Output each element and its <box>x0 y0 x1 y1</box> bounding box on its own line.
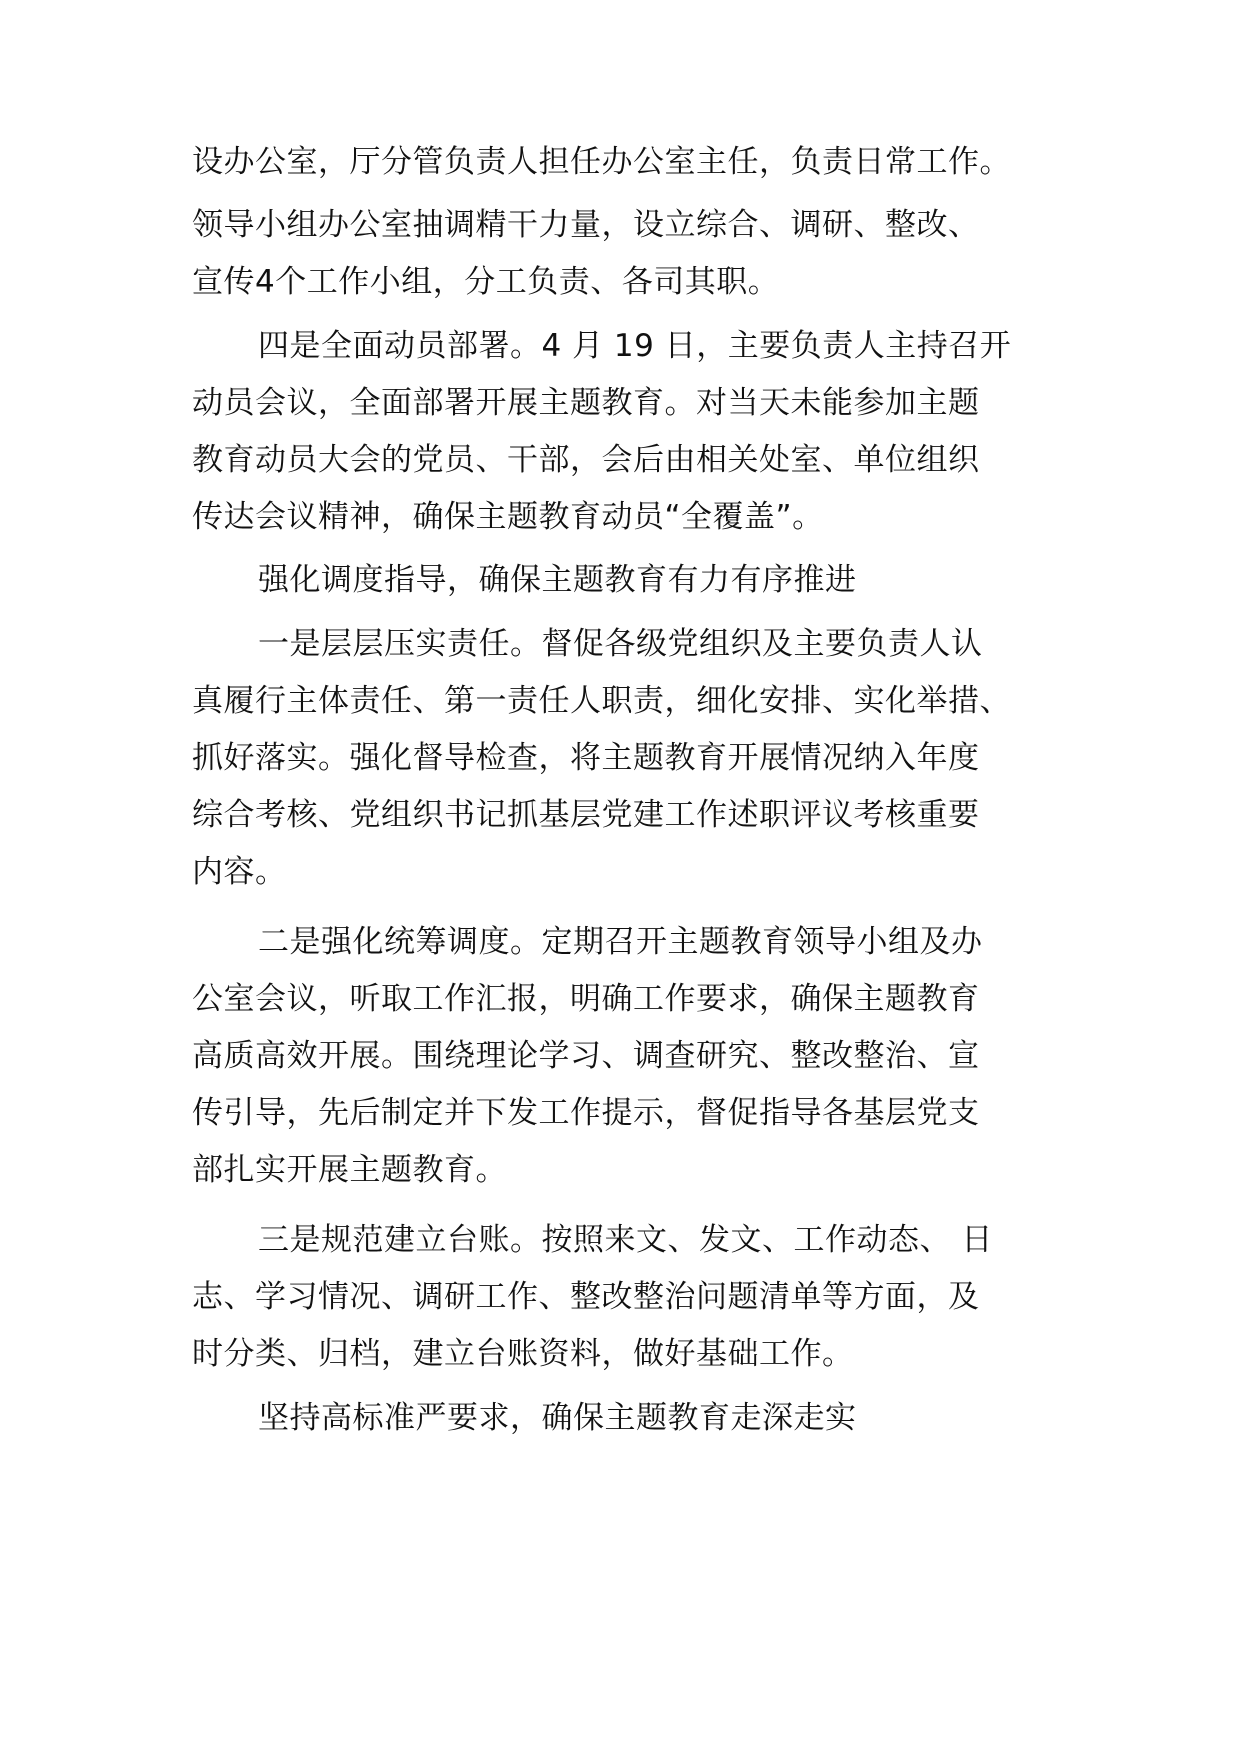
text-line: 领导小组办公室抽调精干力量，设立综合、调研、整改、 <box>192 207 980 243</box>
text-line: 传引导，先后制定并下发工作提示，督促指导各基层党支 <box>192 1095 980 1131</box>
text-line: 教育动员大会的党员、干部，会后由相关处室、单位组织 <box>192 442 980 478</box>
text-line: 真履行主体责任、第一责任人职责，细化安排、实化举措、 <box>192 683 1011 719</box>
section-heading: 强化调度指导，确保主题教育有力有序推进 <box>258 562 857 598</box>
text-line: 时分类、归档，建立台账资料，做好基础工作。 <box>192 1336 854 1372</box>
section-heading: 坚持高标准严要求，确保主题教育走深走实 <box>258 1400 857 1436</box>
text-line: 公室会议，听取工作汇报，明确工作要求，确保主题教育 <box>192 981 980 1017</box>
text-line: 动员会议，全面部署开展主题教育。对当天未能参加主题 <box>192 385 980 421</box>
paragraph-first-line: 三是规范建立台账。按照来文、发文、工作动态、 日 <box>258 1222 993 1258</box>
text-line: 综合考核、党组织书记抓基层党建工作述职评议考核重要 <box>192 797 980 833</box>
text-line: 抓好落实。强化督导检查，将主题教育开展情况纳入年度 <box>192 740 980 776</box>
text-line: 志、学习情况、调研工作、整改整治问题清单等方面，及 <box>192 1279 980 1315</box>
paragraph-first-line: 四是全面动员部署。4 月 19 日，主要负责人主持召开 <box>258 328 1012 364</box>
text-line: 宣传4个工作小组，分工负责、各司其职。 <box>192 264 780 300</box>
paragraph-first-line: 一是层层压实责任。督促各级党组织及主要负责人认 <box>258 626 983 662</box>
text-line: 传达会议精神，确保主题教育动员“全覆盖”。 <box>192 499 824 535</box>
text-line: 高质高效开展。围绕理论学习、调查研究、整改整治、宣 <box>192 1038 980 1074</box>
text-line: 内容。 <box>192 854 287 890</box>
paragraph-first-line: 二是强化统筹调度。定期召开主题教育领导小组及办 <box>258 924 983 960</box>
text-line: 部扎实开展主题教育。 <box>192 1152 507 1188</box>
text-line: 设办公室，厅分管负责人担任办公室主任，负责日常工作。 <box>192 144 1011 180</box>
